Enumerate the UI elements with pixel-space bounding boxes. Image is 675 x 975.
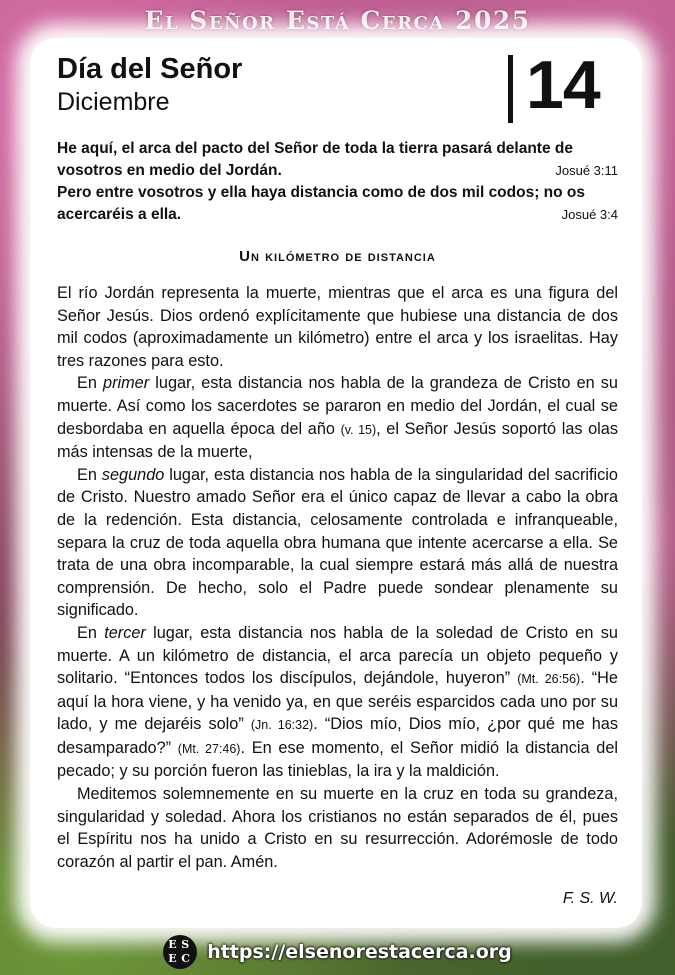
- article-body: [57, 282, 618, 873]
- date-divider: [508, 55, 513, 123]
- paragraph: En primer lugar, esta distancia nos habla de la grandeza de Cristo en su muerte. Así como los sacerdotes se pararon en medio del Jordán, el cual se desbordaba en aquella época del año (v. 15), el Señor Jesús soportó las olas más intensas de la muerte,: [57, 374, 618, 462]
- day-name: Día del Señor: [57, 53, 243, 85]
- paragraph: Meditemos solemnemente en su muerte en la cruz en toda su grandeza, singularidad y soledad. Ahora los cristianos no están separados de él, pues el Espíritu nos ha unido a Cristo en su resurrección. Adorémosle de todo corazón al partir el pan. Amén.: [57, 785, 618, 871]
- day-number: 14: [526, 47, 600, 123]
- verse-reference: Josué 3:4: [561, 207, 618, 222]
- author-signature: F. S. W.: [562, 890, 618, 907]
- verses-block: [57, 138, 618, 226]
- website-link[interactable]: https://elsenorestacerca.org: [207, 941, 512, 963]
- verse-text: Pero entre vosotros y ella haya distancia como de dos mil codos; no os acercaréis a ella.: [57, 184, 586, 223]
- verse-text: He aquí, el arca del pacto del Señor de toda la tierra pasará delante de vosotros en medio del Jordán.: [57, 140, 573, 179]
- verse: [57, 182, 618, 226]
- paragraph: El río Jordán representa la muerte, mientras que el arca es una figura del Señor Jesús. Dios ordenó explícitamente que hubiese una distancia de dos mil codos (aproximadamente un kilómetro) entre el arca y los israelitas. Hay tres razones para esto.: [57, 284, 618, 370]
- publication-title: El Señor Está Cerca 2025: [144, 6, 531, 35]
- paragraph: En tercer lugar, esta distancia nos habla de la soledad de Cristo en su muerte. A un kilómetro de distancia, el arca parecía un objeto pequeño y solitario. “Entonces todos los discípulos, dejándole, huyeron” (Mt. 26:56). “He aquí la hora viene, y ha venido ya, en que seréis esparcidos cada uno por su lado, y me dejaréis solo” (Jn. 16:32). “Dios mío, Dios mío, ¿por qué me has desamparado?” (Mt. 27:46). En ese momento, el Señor midió la distancia del pecado; y su porción fueron las tinieblas, la ira y la maldición.: [57, 623, 618, 781]
- footer: [0, 934, 675, 970]
- article-heading: Un kilómetro de distancia: [239, 248, 436, 265]
- month: Diciembre: [57, 88, 170, 116]
- verse-reference: Josué 3:11: [555, 163, 618, 178]
- verse: [57, 138, 618, 182]
- logo-icon: E S E C: [163, 935, 197, 969]
- paragraph: En segundo lugar, esta distancia nos habla de la singularidad del sacrificio de Cristo. Nuestro amado Señor era el único capaz de llevar a cabo la obra de la redención. Esta distancia, celosamente controlada e infranqueable, separa la cruz de toda aquella obra humana que intente acercarse a ella. Se trata de una obra incomparable, la cual siempre estará más allá de nuestra comprensión. De hecho, solo el Padre puede sondear plenamente su significado.: [57, 465, 618, 620]
